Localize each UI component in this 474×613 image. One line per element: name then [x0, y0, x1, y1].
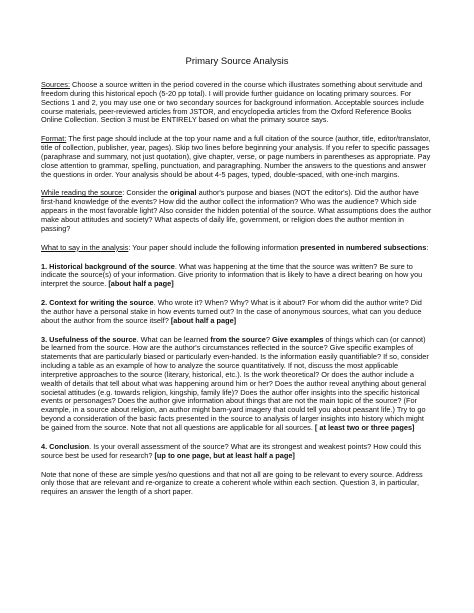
item-3-paragraph — [41, 336, 433, 433]
item-2-note: [about half a page] — [170, 315, 237, 325]
item-4-text: . Is your overall assessment of the source? What are its strongest and weakest points? How could this source best be used for research? — [41, 441, 422, 460]
what-to-say-bold: presented in numbered subsections — [300, 242, 427, 252]
item-3-bold-2: Give examples — [272, 334, 324, 344]
what-to-say-text-2: : — [426, 242, 429, 252]
format-paragraph — [41, 135, 433, 179]
what-to-say-text-1: : Your paper should include the following information — [128, 242, 301, 252]
item-2-paragraph — [41, 299, 433, 326]
while-reading-text-1: : Consider the — [122, 188, 170, 198]
closing-paragraph: Note that none of these are simple yes/no questions and that not all are going to be relevant to every source. Address only those that are relevant and re-organize to create a coherent whole within each section. Question 3, in particular, requires an answer the length of a short paper. — [41, 469, 423, 497]
while-reading-text-2: author's purpose and biases (NOT the editor's). Did the author have first-hand knowledge of the events? How did the author collect the information? Who was the audience? Which side appears in the most favorable light? Also consider the hidden potential of the source. What assumptions does the author make about attitudes and society? What aspects of daily life, government, or religion does the author mention in passing? — [41, 188, 432, 233]
item-3-bold-1: from the source — [210, 334, 266, 344]
item-2-text: . Who wrote it? When? Why? What is it about? For whom did the author write? Did the author have a personal stake in how events turned out? In the case of anonymous sources, what can you deduce about the author from the source itself? — [41, 298, 422, 325]
item-4-note: [up to one page, but at least half a page] — [154, 450, 295, 460]
item-1-text: . What was happening at the time that the source was written? Be sure to indicate the source(s) of your information. Give priority to information that is likely to have a direct bearing on how you interpret the source. — [41, 261, 423, 289]
sources-paragraph — [41, 81, 433, 125]
what-to-say-label: What to say in the analysis — [41, 242, 129, 252]
document-page — [41, 56, 433, 507]
item-4-heading: 4. Conclusion — [41, 441, 90, 451]
item-3-heading: 3. Usefulness of the source — [41, 334, 137, 344]
item-3-note: [ at least two or three pages] — [314, 423, 415, 432]
format-text: The first page should include at the top your name and a full citation of the source (author, title, editor/translator, title of collection, publisher, year, pages). Skip two lines before beginning your analysis. If you refer to specific passages (paraphrase and summary, not just quotation), give chapter, verse, or page numbers in parentheses as appropriate. Pay close attention to grammar, spelling, punctuation, and paragraphing. Number the answers to the questions and answer the questions in order. Your analysis should be about 4-5 pages, typed, double-spaced, with one-inch margins. — [41, 134, 431, 179]
page-title: Primary Source Analysis — [185, 56, 289, 67]
sources-label: Sources: — [41, 80, 70, 89]
item-2-heading: 2. Context for writing the source — [41, 298, 154, 308]
format-label: Format: — [41, 134, 67, 144]
while-reading-paragraph — [41, 189, 433, 233]
sources-text: Choose a source written in the period covered in the course which illustrates something about servitude and freedom during this historical epoch (5-20 pp total). I will provide further guidance on locating primary sources. For Sections 1 and 2, you may use one or two secondary sources for background information. Acceptable sources include course materials, peer-reviewed articles from JSTOR, and encyclopedia articles from the Oxford Reference Books Online Collection. Section 3 must be ENTIRELY based on what the primary source says. — [41, 80, 424, 125]
while-reading-bold: original — [170, 188, 197, 198]
item-3-text-1: . What can be learned — [136, 334, 211, 344]
item-3-text-3: of things which can (or cannot) be learned from the source. How are the author's circumstances reflected in the source? Give specific examples of statements that are particularly biased or particularly even-handed. Is the information easily quantifiable? If so, consider including a table as an example of how to analyze the source quantitatively. If not, discuss the most applicable interpretive approaches to the source (literary, historical, etc.). Is the work theoretical? Or does the author include a wealth of details that tell about what was happening around him or her? Does the author reveal anything about general societal attitudes (e.g. towards religion, kingship, family life)? Does the author offer insights into the specific historical events or personages? Does the author give information about things that are not the main topic of the source? (For example, in a source about religion, an author might bam-yard imagery that could tell you about peasant life.) Try to go beyond a consideration of the basic facts presented in the source to analysis of larger insights into history which might be gained from the source. Note that not all questions are applicable for all sources. — [41, 334, 429, 432]
item-1-note: [about half a page] — [108, 279, 174, 289]
item-4-paragraph — [41, 443, 433, 461]
item-1-paragraph — [41, 263, 433, 290]
while-reading-label: While reading the source — [41, 188, 123, 198]
item-1-heading: 1. Historical background of the source — [41, 261, 175, 271]
what-to-say-paragraph — [41, 244, 433, 253]
item-3-text-2: ? — [265, 334, 273, 344]
